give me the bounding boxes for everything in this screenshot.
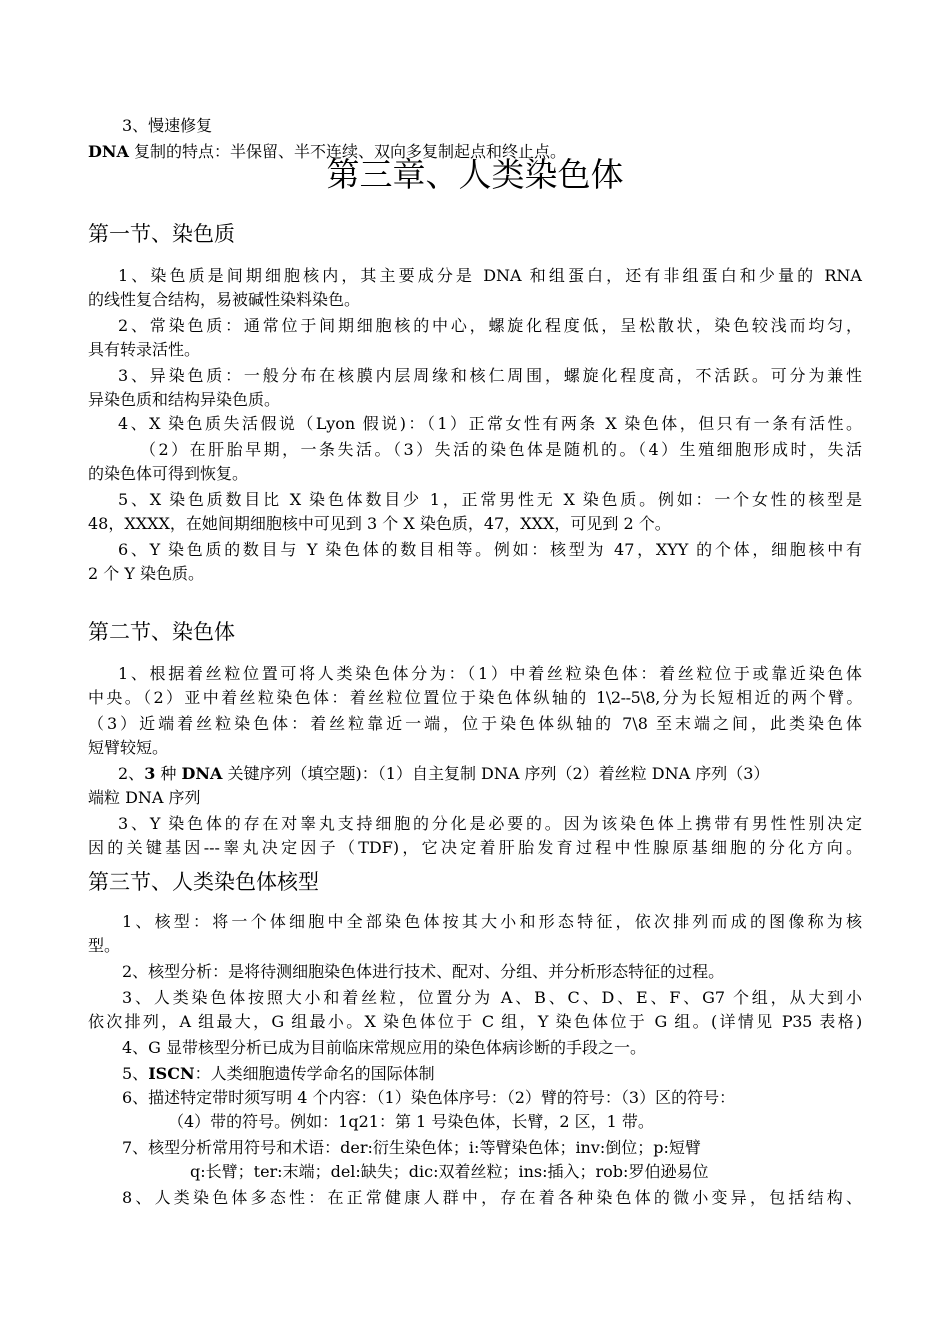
s2-line-8: 因的关键基因---睾丸决定因子（TDF)，它决定着肝胎发育过程中性腺原基细胞的分化方向。 xyxy=(88,838,862,857)
s2-line-5-text-a: 种 xyxy=(155,764,182,783)
s3-line-12: 8、人类染色体多态性：在正常健康人群中，存在着各种染色体的微小变异，包括结构、 xyxy=(122,1188,862,1207)
s1-line-2: 的线性复合结构，易被碱性染料染色。 xyxy=(88,290,361,309)
s1-line-8: （2）在肝胎早期，一条失活。（3）失活的染色体是随机的。（4）生殖细胞形成时，失活 xyxy=(140,440,862,459)
iscn-bold: ISCN xyxy=(148,1064,195,1083)
s3-line-1: 1、核型：将一个体细胞中全部染色体按其大小和形态特征，依次排列而成的图像称为核 xyxy=(122,912,862,931)
s3-line-9: （4）带的符号。例如：1q21：第 1 号染色体，长臂，2 区，1 带。 xyxy=(168,1112,654,1131)
s3-line-2: 型。 xyxy=(88,936,121,955)
s3-line-11: q:长臂；ter:末端；del:缺失；dic:双着丝粒；ins:插入；rob:罗伯逊易位 xyxy=(190,1162,709,1181)
s2-line-5-text-b: 关键序列（填空题)：（1）自主复制 DNA 序列（2）着丝粒 DNA 序列（3） xyxy=(222,764,770,783)
s1-line-4: 具有转录活性。 xyxy=(88,340,201,359)
s2-line-5-bold-3: 3 xyxy=(144,764,156,783)
s3-line-4: 3、人类染色体按照大小和着丝粒，位置分为 A、B、C、D、E、F、G7 个组，从大到小 xyxy=(122,988,862,1007)
intro-line-2-text: 复制的特点：半保留、半不连续、双向多复制起点和终止点。 xyxy=(128,142,567,161)
s1-line-5: 3、异染色质：一般分布在核膜内层周缘和核仁周围，螺旋化程度高，不活跃。可分为兼性 xyxy=(118,366,862,385)
s1-line-11: 48，XXXX，在她间期细胞核中可见到 3 个 X 染色质，47，XXX，可见到 2 个。 xyxy=(88,514,671,533)
s3-line-5: 依次排列，A 组最大，G 组最小。X 染色体位于 C 组，Y 染色体位于 G 组。(详情见 P35 表格) xyxy=(88,1012,862,1031)
section3-title: 第三节、人类染色体核型 xyxy=(88,870,319,894)
s3-line-10: 7、核型分析常用符号和术语：der:衍生染色体；i:等臂染色体；inv:倒位；p:短臂 xyxy=(122,1138,701,1157)
s3-line-7 xyxy=(122,1062,435,1086)
s2-line-6: 端粒 DNA 序列 xyxy=(88,788,201,807)
s2-line-5-bold-dna: DNA xyxy=(181,764,223,783)
section1-title: 第一节、染色质 xyxy=(88,222,235,246)
s2-line-5-num: 2、 xyxy=(118,764,145,783)
s1-line-1: 1、染色质是间期细胞核内，其主要成分是 DNA 和组蛋白，还有非组蛋白和少量的 RNA xyxy=(118,266,862,285)
s1-line-13: 2 个 Y 染色质。 xyxy=(88,564,205,583)
dna-bold: DNA xyxy=(88,142,129,161)
intro-line-1: 3、慢速修复 xyxy=(122,116,213,135)
s3-line-3: 2、核型分析：是将待测细胞染色体进行技术、配对、分组、并分析形态特征的过程。 xyxy=(122,962,725,981)
s3-line-7-num: 5、 xyxy=(122,1064,149,1083)
s3-line-6: 4、G 显带核型分析已成为目前临床常规应用的染色体病诊断的手段之一。 xyxy=(122,1038,647,1057)
s2-line-3: （3）近端着丝粒染色体：着丝粒靠近一端，位于染色体纵轴的 7\8 至末端之间，此类染色体 xyxy=(88,714,862,733)
s1-line-9: 的染色体可得到恢复。 xyxy=(88,464,249,483)
section2-title: 第二节、染色体 xyxy=(88,620,235,644)
s2-line-2: 中央。（2）亚中着丝粒染色体：着丝粒位置位于染色体纵轴的 1\2--5\8,分为长短相近的两个臂。 xyxy=(88,688,862,707)
s3-line-7-text: ：人类细胞遗传学命名的国际体制 xyxy=(194,1064,435,1083)
chapter-title: 第三章、人类染色体 xyxy=(326,155,624,194)
s1-line-12: 6、Y 染色质的数目与 Y 染色体的数目相等。例如：核型为 47，XYY 的个体，细胞核中有 xyxy=(118,540,862,559)
s2-line-1: 1、根据着丝粒位置可将人类染色体分为：（1）中着丝粒染色体：着丝粒位于或靠近染色体 xyxy=(118,664,862,683)
s1-line-3: 2、常染色质：通常位于间期细胞核的中心，螺旋化程度低，呈松散状，染色较浅而均匀， xyxy=(118,316,862,335)
s2-line-4: 短臂较短。 xyxy=(88,738,169,757)
s3-line-8: 6、描述特定带时须写明 4 个内容：（1）染色体序号：（2）臂的符号：（3）区的符号： xyxy=(122,1088,736,1107)
s1-line-7: 4、X 染色质失活假说（Lyon 假说)：（1）正常女性有两条 X 染色体，但只有一条有活性。 xyxy=(118,414,862,433)
s1-line-6: 异染色质和结构异染色质。 xyxy=(88,390,281,409)
s2-line-5 xyxy=(118,762,769,786)
s1-line-10: 5、X 染色质数目比 X 染色体数目少 1，正常男性无 X 染色质。例如：一个女性的核型是 xyxy=(118,490,862,509)
s2-line-7: 3、Y 染色体的存在对睾丸支持细胞的分化是必要的。因为该染色体上携带有男性性别决定 xyxy=(118,814,862,833)
